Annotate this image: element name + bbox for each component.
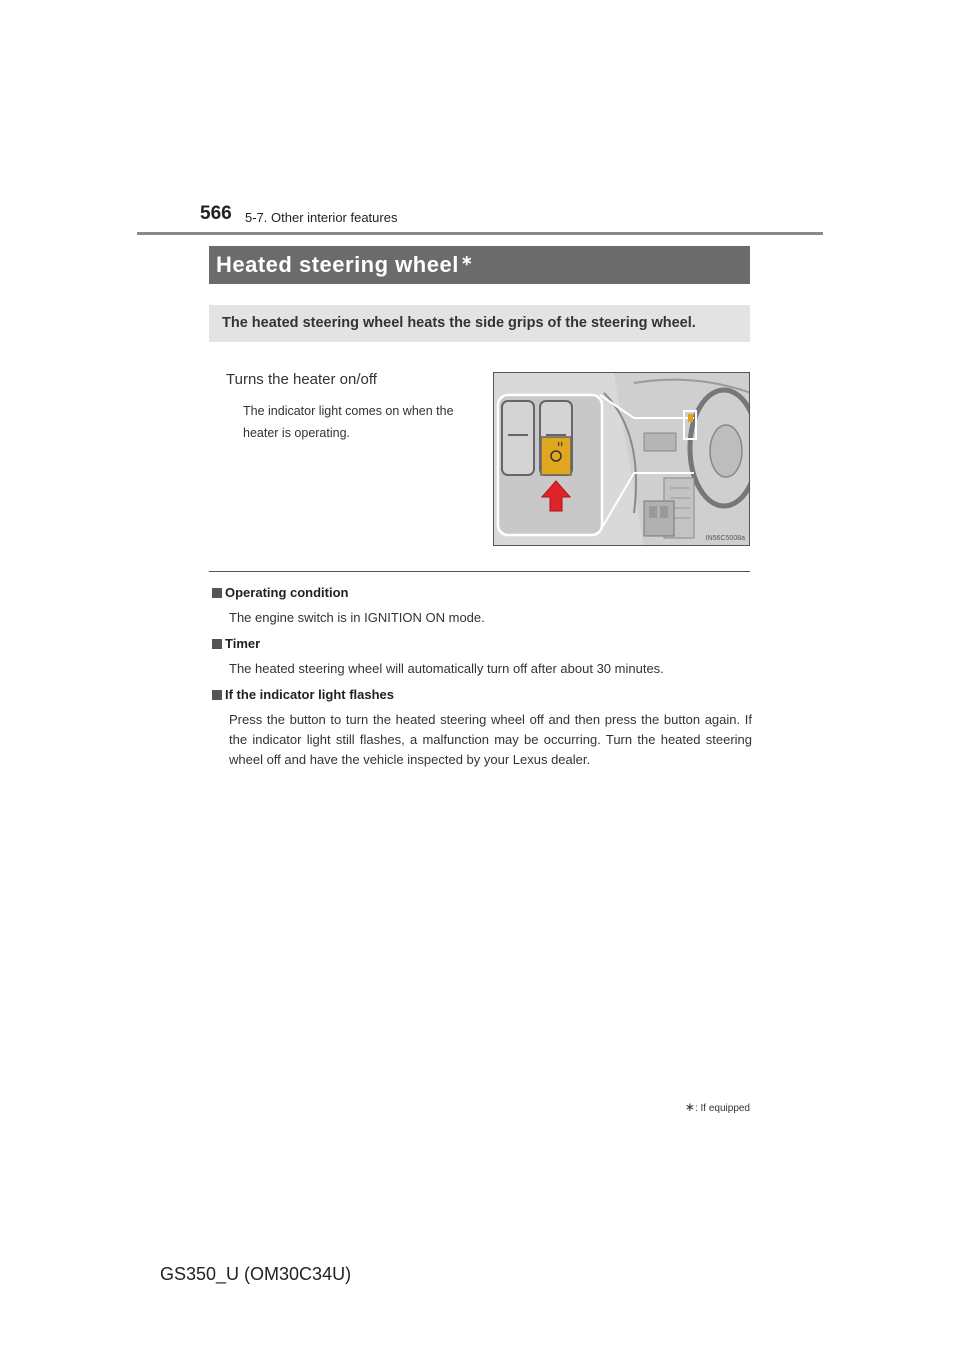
note-heading — [212, 636, 752, 651]
intro-box — [209, 305, 750, 342]
square-bullet-icon — [212, 639, 222, 649]
header-rule — [137, 232, 823, 235]
separator-rule — [209, 571, 750, 572]
footnote-marker: ∗ — [684, 1100, 695, 1114]
intro-text: The heated steering wheel heats the side grips of the steering wheel. — [222, 315, 696, 331]
note-body: Press the button to turn the heated steering wheel off and then press the button again. If the indicator light still flashes, a malfunction may be occurring. Turn the heated steering wheel off and have the vehicle inspected by your Lexus dealer. — [229, 712, 752, 767]
step-title: Turns the heater on/off — [226, 371, 377, 388]
switch-illustration — [493, 372, 750, 546]
note-heading-text: If the indicator light flashes — [225, 687, 395, 702]
figure-code: IN56C5008a — [705, 535, 745, 542]
note-timer — [212, 636, 752, 679]
note-heading-text: Operating condition — [225, 585, 349, 600]
note-operating-condition — [212, 585, 752, 628]
note-heading — [212, 687, 752, 702]
switch-illustration-drawing — [494, 373, 750, 546]
note-body: The heated steering wheel will automatically turn off after about 30 minutes. — [229, 661, 664, 676]
note-body: The engine switch is in IGNITION ON mode. — [229, 610, 485, 625]
page-title — [216, 252, 473, 278]
title-bar — [209, 246, 750, 284]
equipped-marker: ∗ — [460, 252, 474, 268]
note-heading — [212, 585, 752, 600]
square-bullet-icon — [212, 690, 222, 700]
footnote — [685, 1100, 750, 1114]
step-description: The indicator light comes on when the heater is operating. — [243, 404, 454, 440]
note-indicator-flashes — [212, 687, 752, 770]
note-heading-text: Timer — [225, 636, 261, 651]
footnote-text: : If equipped — [694, 1103, 750, 1114]
page-number: 566 — [200, 203, 232, 224]
footer-model: GS350_U (OM30C34U) — [160, 1264, 352, 1284]
section-title: 5-7. Other interior features — [245, 210, 398, 225]
page-title-text: Heated steering wheel — [216, 252, 459, 277]
square-bullet-icon — [212, 588, 222, 598]
